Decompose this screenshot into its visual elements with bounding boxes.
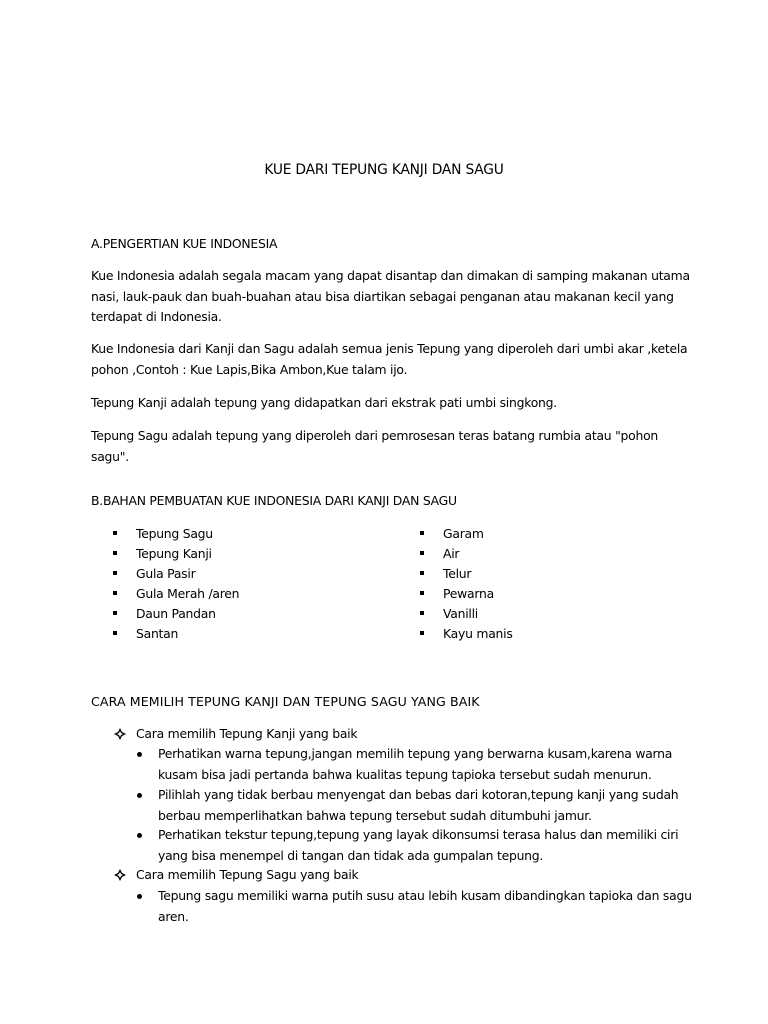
square-bullet-icon bbox=[420, 531, 424, 535]
list-item: Garam bbox=[420, 524, 513, 544]
document-title: KUE DARI TEPUNG KANJI DAN SAGU bbox=[264, 162, 504, 178]
ingredients-list-left bbox=[113, 524, 239, 644]
list-item: Pewarna bbox=[420, 584, 513, 604]
diamond-bullet-icon bbox=[113, 868, 127, 882]
list-item: Perhatikan tekstur tepung,tepung yang layak dikonsumsi terasa halus dan memiliki ciri yang bisa menempel di tangan dan tidak ada gumpalan tepung. bbox=[158, 827, 679, 863]
bullet-dot-icon bbox=[137, 752, 142, 757]
list-item: Tepung sagu memiliki warna putih susu atau lebih kusam dibandingkan tapioka dan sagu aren. bbox=[158, 888, 692, 924]
diamond-bullet-icon bbox=[113, 727, 127, 741]
square-bullet-icon bbox=[113, 551, 117, 555]
paragraph: Tepung Kanji adalah tepung yang didapatkan dari ekstrak pati umbi singkong. bbox=[91, 395, 557, 410]
square-bullet-icon bbox=[420, 591, 424, 595]
list-item: Perhatikan warna tepung,jangan memilih tepung yang berwarna kusam,karena warna kusam bisa jadi pertanda bahwa kualitas tepung tapioka tersebut sudah menurun. bbox=[158, 746, 673, 782]
square-bullet-icon bbox=[113, 611, 117, 615]
paragraph: Kue Indonesia dari Kanji dan Sagu adalah semua jenis Tepung yang diperoleh dari umbi akar ,ketela pohon ,Contoh : Kue Lapis,Bika Ambon,Kue talam ijo. bbox=[91, 341, 688, 377]
ingredients-list-right bbox=[420, 524, 513, 644]
group-label: Cara memilih Tepung Sagu yang baik bbox=[136, 867, 359, 882]
square-bullet-icon bbox=[113, 531, 117, 535]
square-bullet-icon bbox=[420, 631, 424, 635]
square-bullet-icon bbox=[420, 551, 424, 555]
section-b-heading: B.BAHAN PEMBUATAN KUE INDONESIA DARI KANJI DAN SAGU bbox=[91, 493, 457, 508]
list-item: Kayu manis bbox=[420, 624, 513, 644]
list-item: Pilihlah yang tidak berbau menyengat dan bebas dari kotoran,tepung kanji yang sudah berbau memperlihatkan bahwa tepung tersebut sudah ditumbuhi jamur. bbox=[158, 787, 679, 823]
bullet-dot-icon bbox=[137, 894, 142, 899]
bullet-dot-icon bbox=[137, 793, 142, 798]
list-item: Gula Merah /aren bbox=[113, 584, 239, 604]
square-bullet-icon bbox=[113, 631, 117, 635]
group-label: Cara memilih Tepung Kanji yang baik bbox=[136, 726, 358, 741]
list-item: Air bbox=[420, 544, 513, 564]
section-a-heading: A.PENGERTIAN KUE INDONESIA bbox=[91, 236, 278, 251]
paragraph: Tepung Sagu adalah tepung yang diperoleh dari pemrosesan teras batang rumbia atau "pohon sagu". bbox=[91, 428, 659, 464]
square-bullet-icon bbox=[113, 571, 117, 575]
list-item: Daun Pandan bbox=[113, 604, 239, 624]
square-bullet-icon bbox=[420, 571, 424, 575]
list-item: Santan bbox=[113, 624, 239, 644]
list-item: Gula Pasir bbox=[113, 564, 239, 584]
section-c-heading: CARA MEMILIH TEPUNG KANJI DAN TEPUNG SAGU YANG BAIK bbox=[91, 694, 480, 709]
list-item: Tepung Sagu bbox=[113, 524, 239, 544]
list-item: Tepung Kanji bbox=[113, 544, 239, 564]
paragraph: Kue Indonesia adalah segala macam yang dapat disantap dan dimakan di samping makanan utama nasi, lauk-pauk dan buah-buahan atau bisa diartikan sebagai penganan atau makanan kecil yang terdapat di Indonesia. bbox=[91, 268, 690, 324]
square-bullet-icon bbox=[113, 591, 117, 595]
list-item: Telur bbox=[420, 564, 513, 584]
bullet-dot-icon bbox=[137, 833, 142, 838]
square-bullet-icon bbox=[420, 611, 424, 615]
list-item: Vanilli bbox=[420, 604, 513, 624]
